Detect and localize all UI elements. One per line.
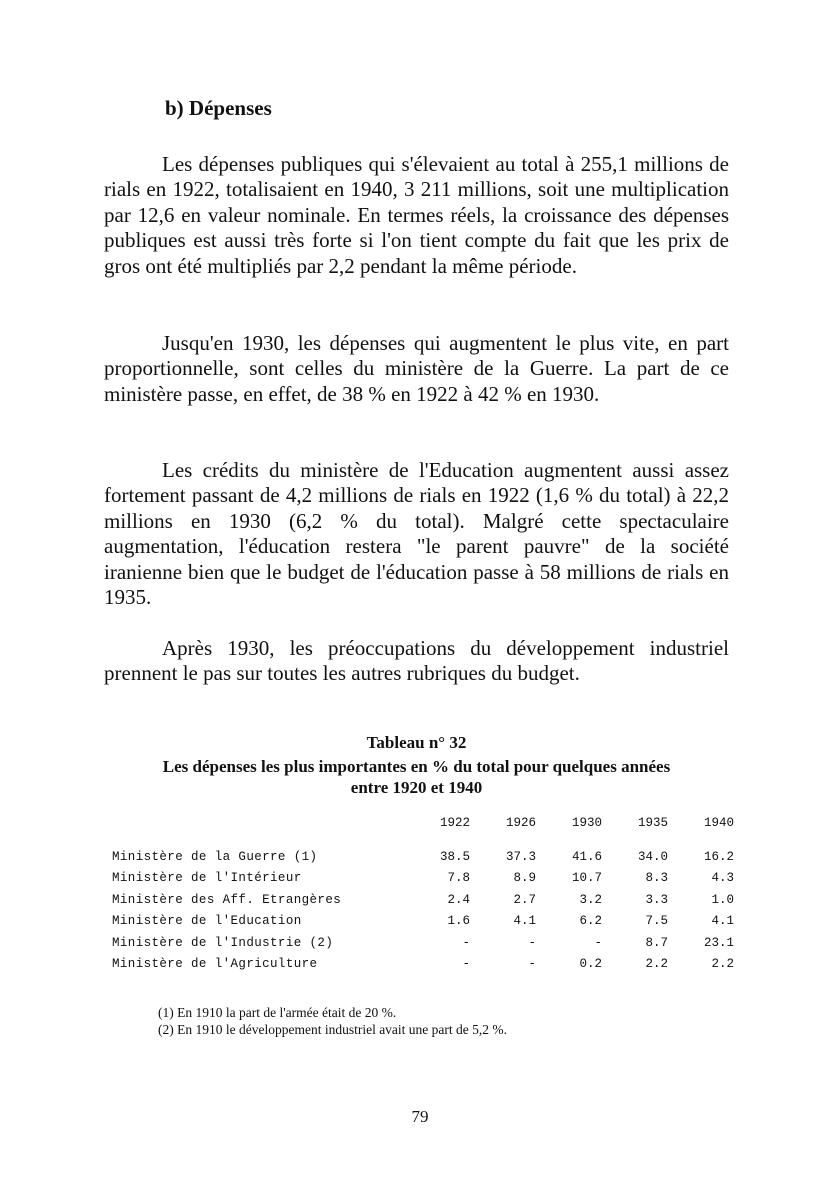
table-cell: 16.2	[703, 849, 734, 864]
table-cell: 3.2	[579, 892, 602, 907]
table-cell: 10.7	[571, 871, 602, 886]
table-row	[112, 911, 737, 933]
section-heading: b) Dépenses	[165, 96, 272, 120]
table-cell: -	[462, 935, 470, 950]
table-cell: 6.2	[579, 914, 602, 929]
table-cell: 2.2	[711, 957, 734, 972]
table-title: Tableau n° 32	[366, 733, 467, 752]
table-footnotes	[158, 1004, 507, 1038]
row-label: Ministère de l'Education	[112, 914, 302, 929]
paragraph-2: Jusqu'en 1930, les dépenses qui augmentent le plus vite, en part proportionnelle, sont celles du ministère de la Guerre. La part de ce ministère passe, en effet, de 38 % en 1922 à 42 % en 1930.	[104, 331, 729, 406]
table-caption	[104, 756, 729, 798]
table-cell: 4.1	[711, 914, 734, 929]
table-caption-line-1: Les dépenses les plus importantes en % du total pour quelques années	[162, 757, 671, 776]
table-cell: 1.0	[711, 892, 734, 907]
table-row	[112, 932, 737, 954]
year-header: 1940	[703, 816, 734, 830]
table-row	[112, 889, 737, 911]
table-cell: 3.3	[645, 892, 668, 907]
table-cell: 7.5	[645, 914, 668, 929]
row-label: Ministère de l'Industrie (2)	[112, 935, 334, 950]
table-cell: 23.1	[703, 935, 734, 950]
table-cell: -	[462, 957, 470, 972]
row-label: Ministère de l'Intérieur	[112, 871, 302, 886]
footnote-1: (1) En 1910 la part de l'armée était de 20 %.	[158, 1005, 397, 1020]
table-caption-line-2: entre 1920 et 1940	[350, 778, 483, 797]
table-cell: 2.2	[645, 957, 668, 972]
table-cell: 38.5	[439, 849, 470, 864]
year-header: 1935	[637, 816, 668, 830]
row-label: Ministère des Aff. Etrangères	[112, 892, 342, 907]
table-cell: 8.7	[645, 935, 668, 950]
table-cell: 4.3	[711, 871, 734, 886]
paragraph-4: Après 1930, les préoccupations du développement industriel prennent le pas sur toutes les autres rubriques du budget.	[104, 636, 729, 686]
table-cell: 7.8	[447, 871, 470, 886]
table-cell: 41.6	[571, 849, 602, 864]
paragraph-3: Les crédits du ministère de l'Education augmentent aussi assez fortement passant de 4,2 millions de rials en 1922 (1,6 % du total) à 22,2 millions en 1930 (6,2 % du total). Malgré cette spectaculaire augmentation, l'éducation restera "le parent pauvre" de la société iranienne bien que le budget de l'éducation passe à 58 millions de rials en 1935.	[104, 458, 729, 610]
year-header: 1930	[571, 816, 602, 830]
table-row	[112, 868, 737, 890]
table-cell: 2.7	[513, 892, 536, 907]
table-cell: 1.6	[447, 914, 470, 929]
year-header: 1922	[439, 816, 470, 830]
expenses-table	[112, 816, 737, 975]
table-cell: -	[594, 935, 602, 950]
table-cell: 37.3	[505, 849, 536, 864]
table-cell: -	[528, 957, 536, 972]
table-header-row	[112, 816, 737, 846]
row-label: Ministère de l'Agriculture	[112, 957, 318, 972]
table-cell: 34.0	[637, 849, 668, 864]
paragraph-1: Les dépenses publiques qui s'élevaient au total à 255,1 millions de rials en 1922, totalisaient en 1940, 3 211 millions, soit une multiplication par 12,6 en valeur nominale. En termes réels, la croissance des dépenses publiques est aussi très forte si l'on tient compte du fait que les prix de gros ont été multipliés par 2,2 pendant la même période.	[104, 152, 729, 278]
table-row	[112, 954, 737, 976]
table-row	[112, 846, 737, 868]
table-cell: 2.4	[447, 892, 470, 907]
page-number: 79	[411, 1107, 429, 1126]
table-cell: 0.2	[579, 957, 602, 972]
table-cell: 8.9	[513, 871, 536, 886]
table-cell: 8.3	[645, 871, 668, 886]
year-header: 1926	[505, 816, 536, 830]
table-cell: 4.1	[513, 914, 536, 929]
header-label-cell	[112, 816, 407, 846]
footnote-2: (2) En 1910 le développement industriel avait une part de 5,2 %.	[158, 1022, 508, 1037]
row-label: Ministère de la Guerre (1)	[112, 849, 318, 864]
table-cell: -	[528, 935, 536, 950]
